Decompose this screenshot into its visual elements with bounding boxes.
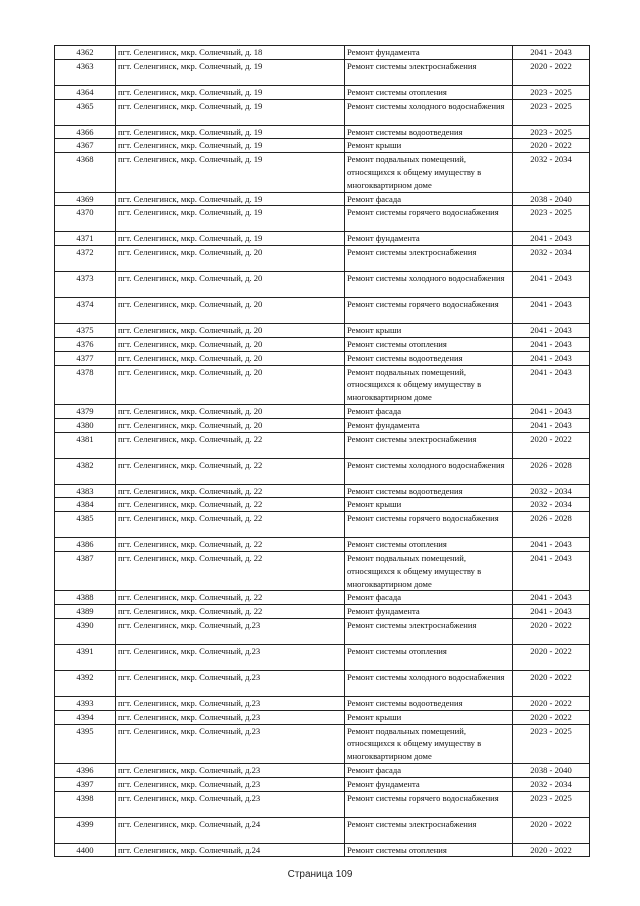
row-number-cell: 4372 (55, 246, 116, 272)
table-row (55, 791, 590, 817)
row-number-cell: 4391 (55, 644, 116, 670)
work-type-cell: Ремонт системы отопления (345, 644, 513, 670)
work-type-cell: Ремонт крыши (345, 710, 513, 724)
row-number-cell: 4394 (55, 710, 116, 724)
period-cell: 2032 - 2034 (513, 777, 590, 791)
period-cell: 2041 - 2043 (513, 591, 590, 605)
table-row (55, 538, 590, 552)
period-cell: 2032 - 2034 (513, 246, 590, 272)
period-cell: 2041 - 2043 (513, 538, 590, 552)
table-row (55, 298, 590, 324)
address-cell: пгт. Селенгинск, мкр. Солнечный, д. 22 (116, 605, 345, 619)
period-cell: 2026 - 2028 (513, 512, 590, 538)
period-cell: 2020 - 2022 (513, 817, 590, 843)
work-type-cell: Ремонт подвальных помещений, относящихся к общему имуществу в многоквартирном доме (345, 551, 513, 590)
row-number-cell: 4389 (55, 605, 116, 619)
work-type-cell: Ремонт фундамента (345, 418, 513, 432)
work-type-cell: Ремонт крыши (345, 139, 513, 153)
table-row (55, 777, 590, 791)
address-cell: пгт. Селенгинск, мкр. Солнечный, д. 22 (116, 498, 345, 512)
table-row (55, 418, 590, 432)
repair-schedule-table (54, 45, 590, 857)
period-cell: 2038 - 2040 (513, 763, 590, 777)
row-number-cell: 4382 (55, 458, 116, 484)
row-number-cell: 4368 (55, 153, 116, 192)
period-cell: 2020 - 2022 (513, 696, 590, 710)
work-type-cell: Ремонт крыши (345, 498, 513, 512)
row-number-cell: 4383 (55, 484, 116, 498)
address-cell: пгт. Селенгинск, мкр. Солнечный, д.23 (116, 696, 345, 710)
period-cell: 2023 - 2025 (513, 724, 590, 763)
table-row (55, 605, 590, 619)
table-row (55, 365, 590, 404)
row-number-cell: 4400 (55, 843, 116, 857)
period-cell: 2020 - 2022 (513, 670, 590, 696)
period-cell: 2041 - 2043 (513, 404, 590, 418)
row-number-cell: 4398 (55, 791, 116, 817)
address-cell: пгт. Селенгинск, мкр. Солнечный, д.24 (116, 817, 345, 843)
address-cell: пгт. Селенгинск, мкр. Солнечный, д. 18 (116, 46, 345, 60)
address-cell: пгт. Селенгинск, мкр. Солнечный, д. 20 (116, 365, 345, 404)
work-type-cell: Ремонт системы горячего водоснабжения (345, 512, 513, 538)
work-type-cell: Ремонт подвальных помещений, относящихся к общему имуществу в многоквартирном доме (345, 724, 513, 763)
period-cell: 2023 - 2025 (513, 206, 590, 232)
row-number-cell: 4384 (55, 498, 116, 512)
row-number-cell: 4395 (55, 724, 116, 763)
period-cell: 2041 - 2043 (513, 337, 590, 351)
row-number-cell: 4371 (55, 232, 116, 246)
row-number-cell: 4390 (55, 618, 116, 644)
address-cell: пгт. Селенгинск, мкр. Солнечный, д. 19 (116, 85, 345, 99)
address-cell: пгт. Селенгинск, мкр. Солнечный, д.23 (116, 724, 345, 763)
table-row (55, 458, 590, 484)
period-cell: 2041 - 2043 (513, 232, 590, 246)
period-cell: 2023 - 2025 (513, 125, 590, 139)
table-row (55, 696, 590, 710)
period-cell: 2032 - 2034 (513, 484, 590, 498)
period-cell: 2023 - 2025 (513, 99, 590, 125)
period-cell: 2041 - 2043 (513, 351, 590, 365)
address-cell: пгт. Селенгинск, мкр. Солнечный, д. 22 (116, 512, 345, 538)
address-cell: пгт. Селенгинск, мкр. Солнечный, д. 22 (116, 484, 345, 498)
period-cell: 2023 - 2025 (513, 85, 590, 99)
table-row (55, 512, 590, 538)
address-cell: пгт. Селенгинск, мкр. Солнечный, д. 19 (116, 99, 345, 125)
period-cell: 2020 - 2022 (513, 618, 590, 644)
period-cell: 2041 - 2043 (513, 298, 590, 324)
table-row (55, 670, 590, 696)
table-row (55, 763, 590, 777)
work-type-cell: Ремонт системы холодного водоснабжения (345, 670, 513, 696)
work-type-cell: Ремонт системы отопления (345, 538, 513, 552)
work-type-cell: Ремонт фундамента (345, 605, 513, 619)
work-type-cell: Ремонт системы электроснабжения (345, 246, 513, 272)
table-body (55, 46, 590, 857)
table-row (55, 817, 590, 843)
row-number-cell: 4373 (55, 272, 116, 298)
period-cell: 2026 - 2028 (513, 458, 590, 484)
address-cell: пгт. Селенгинск, мкр. Солнечный, д.23 (116, 670, 345, 696)
work-type-cell: Ремонт системы водоотведения (345, 351, 513, 365)
table-row (55, 484, 590, 498)
page-number: Страница 109 (287, 869, 353, 880)
row-number-cell: 4362 (55, 46, 116, 60)
address-cell: пгт. Селенгинск, мкр. Солнечный, д. 20 (116, 298, 345, 324)
address-cell: пгт. Селенгинск, мкр. Солнечный, д. 22 (116, 458, 345, 484)
work-type-cell: Ремонт системы горячего водоснабжения (345, 206, 513, 232)
period-cell: 2020 - 2022 (513, 59, 590, 85)
address-cell: пгт. Селенгинск, мкр. Солнечный, д. 20 (116, 351, 345, 365)
row-number-cell: 4379 (55, 404, 116, 418)
table-row (55, 246, 590, 272)
table-row (55, 724, 590, 763)
work-type-cell: Ремонт фундамента (345, 46, 513, 60)
row-number-cell: 4386 (55, 538, 116, 552)
row-number-cell: 4388 (55, 591, 116, 605)
table-row (55, 618, 590, 644)
work-type-cell: Ремонт системы холодного водоснабжения (345, 99, 513, 125)
work-type-cell: Ремонт системы водоотведения (345, 484, 513, 498)
row-number-cell: 4367 (55, 139, 116, 153)
address-cell: пгт. Селенгинск, мкр. Солнечный, д. 19 (116, 125, 345, 139)
work-type-cell: Ремонт подвальных помещений, относящихся к общему имуществу в многоквартирном доме (345, 153, 513, 192)
work-type-cell: Ремонт фундамента (345, 777, 513, 791)
work-type-cell: Ремонт системы электроснабжения (345, 618, 513, 644)
address-cell: пгт. Селенгинск, мкр. Солнечный, д.23 (116, 710, 345, 724)
table-row (55, 272, 590, 298)
row-number-cell: 4369 (55, 192, 116, 206)
period-cell: 2020 - 2022 (513, 644, 590, 670)
work-type-cell: Ремонт фасада (345, 763, 513, 777)
work-type-cell: Ремонт системы водоотведения (345, 696, 513, 710)
row-number-cell: 4363 (55, 59, 116, 85)
row-number-cell: 4366 (55, 125, 116, 139)
table-row (55, 85, 590, 99)
address-cell: пгт. Селенгинск, мкр. Солнечный, д. 22 (116, 591, 345, 605)
row-number-cell: 4385 (55, 512, 116, 538)
table-row (55, 46, 590, 60)
table-row (55, 139, 590, 153)
table-row (55, 324, 590, 338)
address-cell: пгт. Селенгинск, мкр. Солнечный, д.24 (116, 843, 345, 857)
row-number-cell: 4393 (55, 696, 116, 710)
work-type-cell: Ремонт системы водоотведения (345, 125, 513, 139)
address-cell: пгт. Селенгинск, мкр. Солнечный, д.23 (116, 618, 345, 644)
row-number-cell: 4370 (55, 206, 116, 232)
work-type-cell: Ремонт системы холодного водоснабжения (345, 458, 513, 484)
period-cell: 2020 - 2022 (513, 139, 590, 153)
address-cell: пгт. Селенгинск, мкр. Солнечный, д. 22 (116, 551, 345, 590)
address-cell: пгт. Селенгинск, мкр. Солнечный, д. 20 (116, 337, 345, 351)
work-type-cell: Ремонт подвальных помещений, относящихся к общему имуществу в многоквартирном доме (345, 365, 513, 404)
table-row (55, 843, 590, 857)
address-cell: пгт. Селенгинск, мкр. Солнечный, д. 20 (116, 324, 345, 338)
table-row (55, 404, 590, 418)
address-cell: пгт. Селенгинск, мкр. Солнечный, д. 20 (116, 246, 345, 272)
address-cell: пгт. Селенгинск, мкр. Солнечный, д. 20 (116, 272, 345, 298)
address-cell: пгт. Селенгинск, мкр. Солнечный, д.23 (116, 777, 345, 791)
table-row (55, 644, 590, 670)
address-cell: пгт. Селенгинск, мкр. Солнечный, д.23 (116, 791, 345, 817)
table-row (55, 351, 590, 365)
address-cell: пгт. Селенгинск, мкр. Солнечный, д. 20 (116, 418, 345, 432)
row-number-cell: 4364 (55, 85, 116, 99)
row-number-cell: 4392 (55, 670, 116, 696)
work-type-cell: Ремонт системы горячего водоснабжения (345, 791, 513, 817)
address-cell: пгт. Селенгинск, мкр. Солнечный, д. 22 (116, 538, 345, 552)
row-number-cell: 4381 (55, 432, 116, 458)
work-type-cell: Ремонт системы горячего водоснабжения (345, 298, 513, 324)
work-type-cell: Ремонт системы электроснабжения (345, 817, 513, 843)
address-cell: пгт. Селенгинск, мкр. Солнечный, д. 22 (116, 432, 345, 458)
address-cell: пгт. Селенгинск, мкр. Солнечный, д. 20 (116, 404, 345, 418)
period-cell: 2023 - 2025 (513, 791, 590, 817)
row-number-cell: 4387 (55, 551, 116, 590)
period-cell: 2041 - 2043 (513, 365, 590, 404)
address-cell: пгт. Селенгинск, мкр. Солнечный, д. 19 (116, 59, 345, 85)
period-cell: 2041 - 2043 (513, 605, 590, 619)
work-type-cell: Ремонт системы отопления (345, 85, 513, 99)
work-type-cell: Ремонт системы холодного водоснабжения (345, 272, 513, 298)
row-number-cell: 4397 (55, 777, 116, 791)
row-number-cell: 4374 (55, 298, 116, 324)
address-cell: пгт. Селенгинск, мкр. Солнечный, д.23 (116, 644, 345, 670)
period-cell: 2041 - 2043 (513, 551, 590, 590)
period-cell: 2020 - 2022 (513, 710, 590, 724)
period-cell: 2032 - 2034 (513, 498, 590, 512)
address-cell: пгт. Селенгинск, мкр. Солнечный, д. 19 (116, 232, 345, 246)
work-type-cell: Ремонт фасада (345, 404, 513, 418)
work-type-cell: Ремонт фасада (345, 192, 513, 206)
work-type-cell: Ремонт фасада (345, 591, 513, 605)
row-number-cell: 4380 (55, 418, 116, 432)
table-row (55, 710, 590, 724)
table-row (55, 125, 590, 139)
period-cell: 2041 - 2043 (513, 324, 590, 338)
work-type-cell: Ремонт системы отопления (345, 843, 513, 857)
work-type-cell: Ремонт системы электроснабжения (345, 432, 513, 458)
table-row (55, 153, 590, 192)
row-number-cell: 4365 (55, 99, 116, 125)
work-type-cell: Ремонт системы отопления (345, 337, 513, 351)
table-row (55, 337, 590, 351)
work-type-cell: Ремонт фундамента (345, 232, 513, 246)
table-row (55, 232, 590, 246)
address-cell: пгт. Селенгинск, мкр. Солнечный, д. 19 (116, 206, 345, 232)
address-cell: пгт. Селенгинск, мкр. Солнечный, д. 19 (116, 139, 345, 153)
table-row (55, 59, 590, 85)
period-cell: 2032 - 2034 (513, 153, 590, 192)
period-cell: 2038 - 2040 (513, 192, 590, 206)
work-type-cell: Ремонт крыши (345, 324, 513, 338)
table-row (55, 206, 590, 232)
address-cell: пгт. Селенгинск, мкр. Солнечный, д. 19 (116, 192, 345, 206)
address-cell: пгт. Селенгинск, мкр. Солнечный, д.23 (116, 763, 345, 777)
table-row (55, 591, 590, 605)
table-row (55, 99, 590, 125)
row-number-cell: 4399 (55, 817, 116, 843)
work-type-cell: Ремонт системы электроснабжения (345, 59, 513, 85)
period-cell: 2020 - 2022 (513, 432, 590, 458)
period-cell: 2020 - 2022 (513, 843, 590, 857)
table-row (55, 192, 590, 206)
row-number-cell: 4375 (55, 324, 116, 338)
period-cell: 2041 - 2043 (513, 272, 590, 298)
table-row (55, 432, 590, 458)
row-number-cell: 4378 (55, 365, 116, 404)
table-row (55, 551, 590, 590)
row-number-cell: 4396 (55, 763, 116, 777)
address-cell: пгт. Селенгинск, мкр. Солнечный, д. 19 (116, 153, 345, 192)
period-cell: 2041 - 2043 (513, 418, 590, 432)
row-number-cell: 4376 (55, 337, 116, 351)
table-row (55, 498, 590, 512)
row-number-cell: 4377 (55, 351, 116, 365)
period-cell: 2041 - 2043 (513, 46, 590, 60)
